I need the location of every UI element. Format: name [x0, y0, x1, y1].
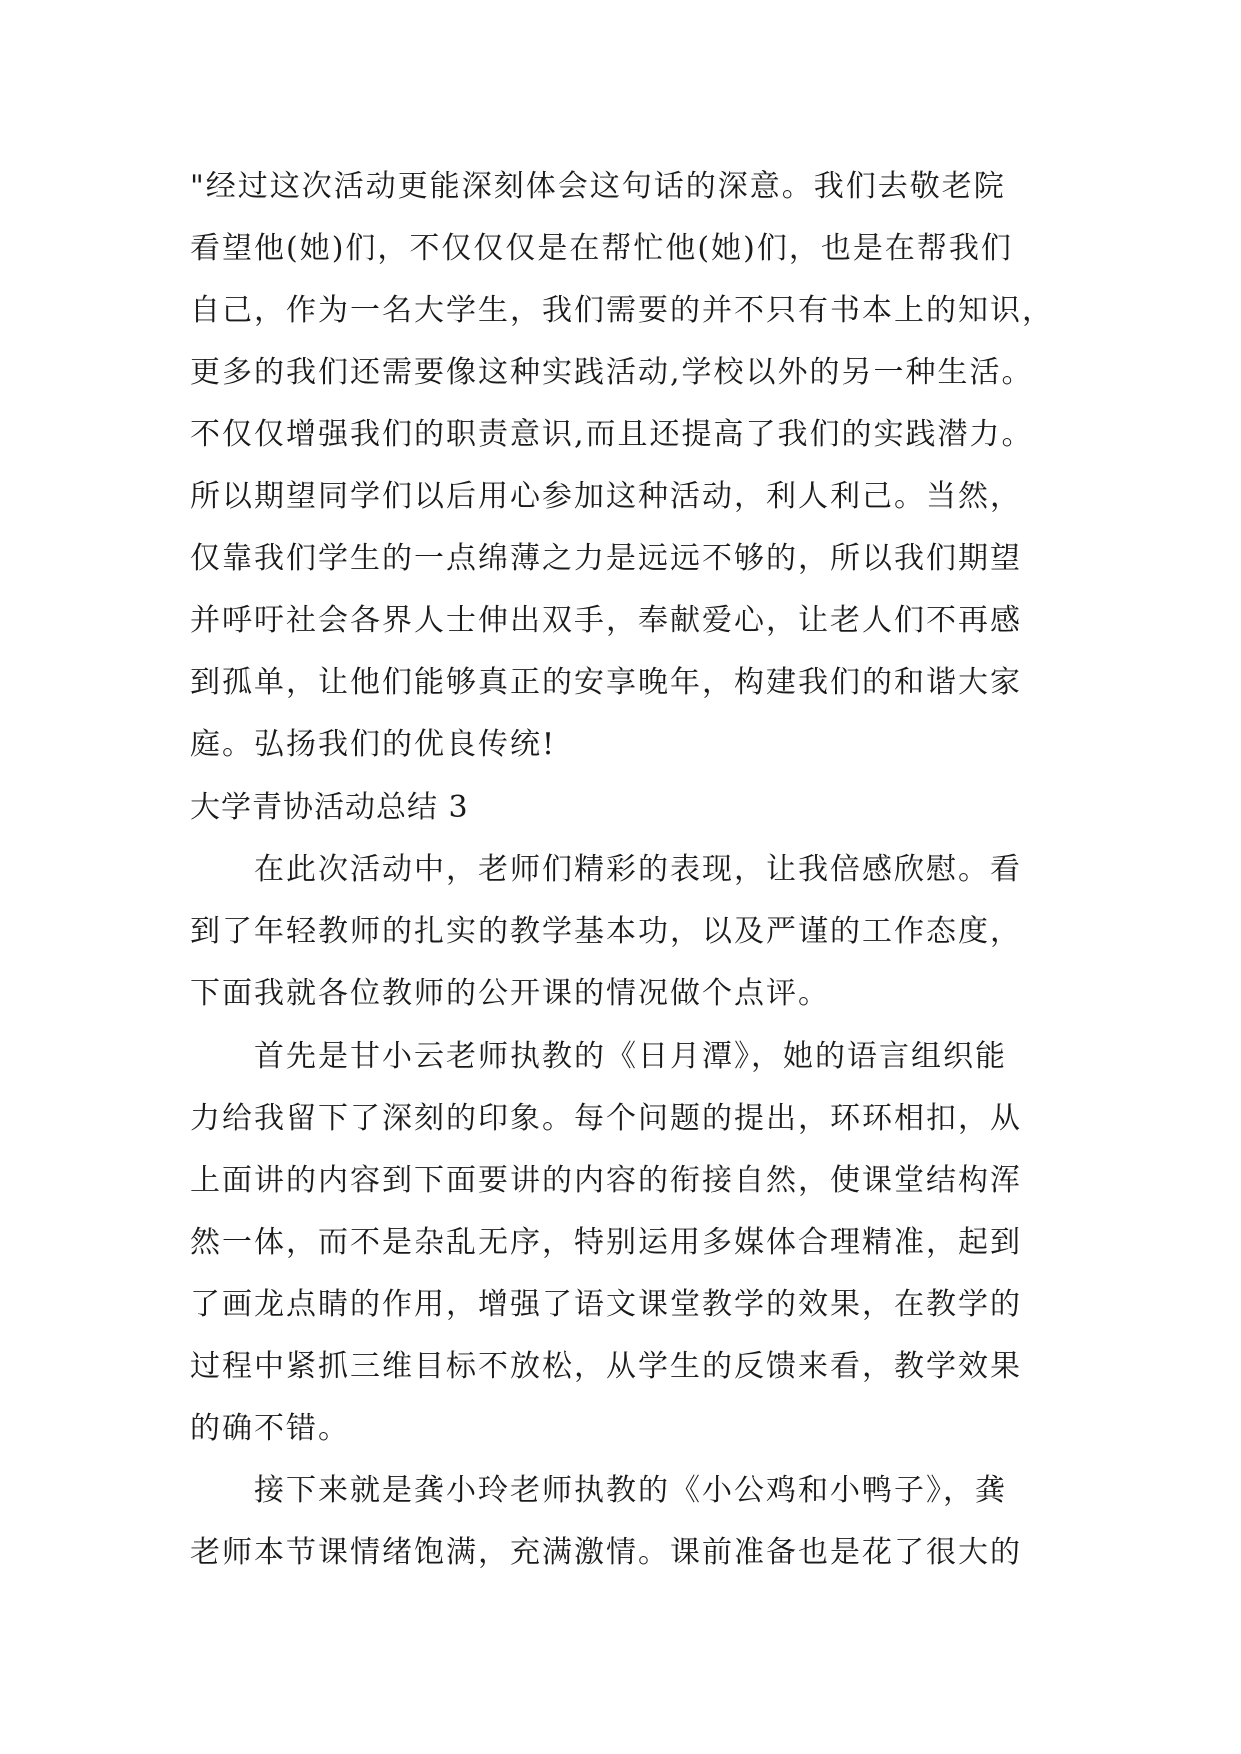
text-line: 到孤单，让他们能够真正的安享晚年，构建我们的和谐大家	[190, 665, 1022, 700]
text-line: 在此次活动中，老师们精彩的表现，让我倍感欣慰。看	[254, 852, 1022, 887]
paragraph-intro	[190, 839, 1050, 1025]
text-line: 看望他(她)们，不仅仅仅是在帮忙他(她)们，也是在帮我们	[190, 231, 1013, 266]
text-line: 到了年轻教师的扎实的教学基本功，以及严谨的工作态度，	[190, 914, 1022, 949]
paragraph-review-two	[190, 1460, 1050, 1584]
text-line: 接下来就是龚小玲老师执教的《小公鸡和小鸭子》，龚	[254, 1473, 1007, 1508]
text-line: 过程中紧抓三维目标不放松，从学生的反馈来看，教学效果	[190, 1349, 1022, 1384]
text-line: 力给我留下了深刻的印象。每个问题的提出，环环相扣，从	[190, 1101, 1022, 1136]
text-line: 上面讲的内容到下面要讲的内容的衔接自然，使课堂结构浑	[190, 1163, 1022, 1198]
text-line: 更多的我们还需要像这种实践活动,学校以外的另一种生活。	[190, 355, 1034, 390]
text-line: 老师本节课情绪饱满，充满激情。课前准备也是花了很大的	[190, 1535, 1022, 1570]
text-line: 不仅仅增强我们的职责意识,而且还提高了我们的实践潜力。	[190, 417, 1034, 452]
text-line: 首先是甘小云老师执教的《日月潭》，她的语言组织能	[254, 1039, 1007, 1074]
section-heading: 大学青协活动总结 3	[190, 790, 469, 825]
text-line: 仅靠我们学生的一点绵薄之力是远远不够的，所以我们期望	[190, 541, 1022, 576]
text-line: 然一体，而不是杂乱无序，特别运用多媒体合理精准，起到	[190, 1225, 1022, 1260]
paragraph-review-one	[190, 1026, 1050, 1460]
paragraph-reflection	[190, 156, 1054, 776]
text-line: 下面我就各位教师的公开课的情况做个点评。	[190, 976, 830, 1011]
text-line: 并呼吁社会各界人士伸出双手，奉献爱心，让老人们不再感	[190, 603, 1022, 638]
text-line: "经过这次活动更能深刻体会这句话的深意。我们去敬老院	[190, 169, 1006, 204]
text-line: 自己，作为一名大学生，我们需要的并不只有书本上的知识，	[190, 293, 1054, 328]
text-line: 所以期望同学们以后用心参加这种活动，利人利己。当然，	[190, 479, 1022, 514]
text-line: 的确不错。	[190, 1411, 350, 1446]
text-line: 了画龙点睛的作用，增强了语文课堂教学的效果，在教学的	[190, 1287, 1022, 1322]
text-line: 庭。弘扬我们的优良传统!	[190, 727, 557, 762]
